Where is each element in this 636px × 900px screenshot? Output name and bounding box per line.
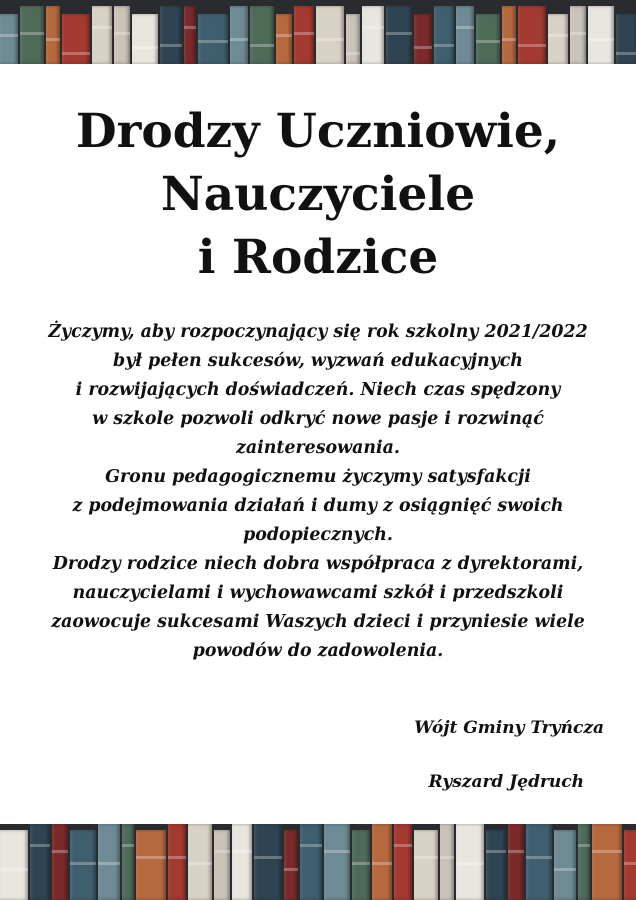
book-spine bbox=[300, 824, 322, 900]
book-spine bbox=[168, 824, 186, 900]
message-line: zainteresowania. bbox=[236, 438, 400, 458]
book-spine bbox=[46, 6, 60, 64]
message-line: zaowocuje sukcesami Waszych dzieci i przyniesie wiele bbox=[51, 612, 585, 632]
book-spine bbox=[132, 14, 158, 64]
book-spine bbox=[624, 830, 636, 900]
message-line: powodów do zadowolenia. bbox=[192, 641, 444, 661]
book-spine bbox=[136, 830, 166, 900]
book-spine bbox=[294, 6, 314, 64]
page-title bbox=[0, 100, 636, 289]
book-spine bbox=[98, 824, 120, 900]
book-spine bbox=[440, 824, 454, 900]
book-spine bbox=[92, 6, 112, 64]
book-spine bbox=[518, 6, 546, 64]
book-spine bbox=[362, 6, 384, 64]
book-spine bbox=[160, 6, 182, 64]
book-spine bbox=[70, 830, 96, 900]
message-line: podopiecznych. bbox=[243, 525, 393, 545]
title-line: i Rodzice bbox=[197, 230, 439, 285]
book-spine bbox=[486, 830, 506, 900]
book-spine bbox=[386, 6, 412, 64]
book-spine bbox=[0, 830, 28, 900]
message-line: Drodzy rodzice niech dobra współpraca z dyrektorami, bbox=[52, 554, 584, 574]
message-line: Życzymy, aby rozpoczynający się rok szkolny 2021/2022 bbox=[48, 322, 588, 342]
signature-title: Wójt Gminy Tryńcza bbox=[414, 718, 604, 738]
book-spine bbox=[230, 6, 248, 64]
book-spine bbox=[184, 6, 196, 64]
signature-name: Ryszard Jędruch bbox=[428, 772, 584, 792]
book-spine bbox=[114, 6, 130, 64]
book-spine bbox=[554, 830, 576, 900]
book-spine bbox=[276, 14, 292, 64]
book-spine bbox=[250, 6, 274, 64]
book-spine bbox=[592, 824, 622, 900]
books-row-bottom bbox=[0, 824, 636, 900]
book-spine bbox=[0, 14, 18, 64]
message-line: Gronu pedagogicznemu życzymy satysfakcji bbox=[105, 467, 531, 487]
book-spine bbox=[232, 824, 252, 900]
bookshelf-bottom-banner bbox=[0, 824, 636, 900]
book-spine bbox=[52, 824, 68, 900]
book-spine bbox=[198, 14, 228, 64]
book-spine bbox=[284, 830, 298, 900]
book-spine bbox=[508, 824, 524, 900]
book-spine bbox=[122, 824, 134, 900]
bookshelf-top-banner bbox=[0, 0, 636, 64]
book-spine bbox=[62, 14, 90, 64]
book-spine bbox=[324, 824, 350, 900]
title-line: Nauczyciele bbox=[160, 167, 476, 222]
book-spine bbox=[456, 824, 484, 900]
book-spine bbox=[434, 6, 454, 64]
book-spine bbox=[214, 830, 230, 900]
book-spine bbox=[456, 6, 474, 64]
title-line: Drodzy Uczniowie, bbox=[75, 104, 561, 159]
book-spine bbox=[20, 6, 44, 64]
book-spine bbox=[526, 824, 552, 900]
book-spine bbox=[548, 14, 568, 64]
book-spine bbox=[616, 14, 636, 64]
book-spine bbox=[476, 14, 500, 64]
book-spine bbox=[254, 824, 282, 900]
book-spine bbox=[570, 6, 586, 64]
book-spine bbox=[394, 824, 412, 900]
book-spine bbox=[578, 824, 590, 900]
message-line: z podejmowania działań i dumy z osiągnięć swoich bbox=[72, 496, 564, 516]
book-spine bbox=[352, 830, 370, 900]
message-line: nauczycielami i wychowawcami szkół i przedszkoli bbox=[72, 583, 564, 603]
book-spine bbox=[316, 6, 344, 64]
greeting-message bbox=[18, 318, 618, 666]
book-spine bbox=[372, 824, 392, 900]
book-spine bbox=[346, 14, 360, 64]
book-spine bbox=[588, 6, 614, 64]
book-spine bbox=[502, 6, 516, 64]
books-row-top bbox=[0, 0, 636, 64]
book-spine bbox=[414, 14, 432, 64]
message-line: i rozwijających doświadczeń. Niech czas spędzony bbox=[75, 380, 561, 400]
book-spine bbox=[414, 830, 438, 900]
book-spine bbox=[30, 824, 50, 900]
message-line: był pełen sukcesów, wyzwań edukacyjnych bbox=[113, 351, 523, 371]
book-spine bbox=[188, 824, 212, 900]
message-line: w szkole pozwoli odkryć nowe pasje i rozwinąć bbox=[92, 409, 544, 429]
